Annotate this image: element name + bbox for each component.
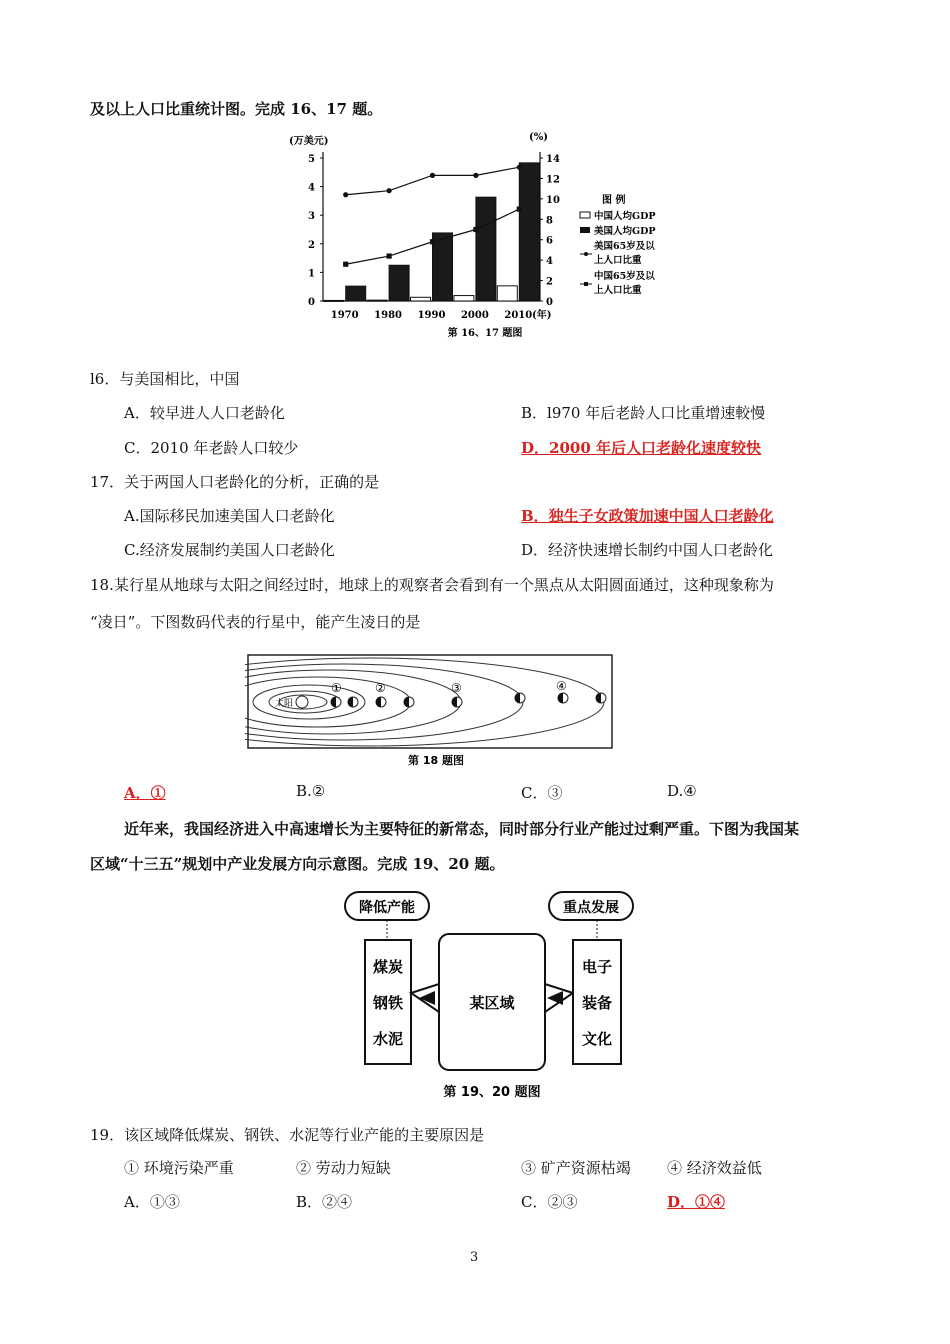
legend-usa-aging-2: 上人口比重 (594, 255, 642, 266)
y-right-tick-label: 12 (546, 174, 560, 186)
legend-china-gdp: 中国人均GDP (594, 211, 656, 222)
legend-point-china-aging (584, 282, 588, 286)
left-item-2: 钢铁 (372, 994, 404, 1012)
q19-option-d-answer: D．①④ (667, 1193, 726, 1211)
bar-china-gdp (324, 300, 344, 301)
y-right-label: (%) (529, 132, 548, 143)
x-tick-label: 2010 (504, 310, 533, 321)
page-number: 3 (470, 1250, 479, 1265)
legend-usa-aging-1: 美国65岁及以 (594, 241, 655, 252)
x-tick-label: 1980 (374, 310, 403, 321)
y-left-tick-label: 0 (308, 297, 315, 308)
y-left-tick-label: 2 (308, 239, 315, 251)
q18-stem-line2: “凌日”。下图数码代表的行星中，能产生凌日的是 (90, 613, 421, 631)
q18-option-b: B.② (296, 782, 326, 800)
bar-china-gdp (497, 286, 517, 301)
right-item-1: 电子 (581, 958, 613, 976)
left-title: 降低产能 (359, 900, 415, 916)
q17-stem: 17．关于两国人口老龄化的分析，正确的是 (90, 473, 380, 491)
left-item-1: 煤炭 (372, 958, 404, 976)
y-right-tick-label: 4 (546, 256, 553, 268)
point-usa-aging (387, 188, 392, 193)
point-china-aging (473, 227, 478, 232)
right-item-3: 文化 (581, 1030, 613, 1048)
legend-point-usa-aging (584, 252, 588, 256)
point-china-aging (430, 239, 435, 244)
bar-usa-gdp (389, 265, 409, 301)
fig19-caption: 第 19、20 题图 (443, 1085, 541, 1100)
legend-usa-gdp: 美国人均GDP (594, 226, 656, 237)
y-left-tick-label: 1 (308, 268, 315, 280)
chart-caption: 第 16、17 题图 (447, 328, 523, 339)
x-tick-label: 1990 (417, 310, 446, 321)
legend-china-aging-2: 上人口比重 (594, 285, 642, 296)
marker-2: ② (375, 681, 386, 695)
bar-usa-gdp (346, 286, 366, 301)
para19-line1: 近年来，我国经济进入中高速增长为主要特征的新常态，同时部分行业产能过过剩严重。下图为我国某 (124, 820, 800, 838)
point-usa-aging (430, 173, 435, 178)
bar-usa-gdp (476, 197, 496, 301)
point-china-aging (387, 253, 392, 258)
q17-option-d: D．经济快速增长制约中国人口老龄化 (521, 541, 774, 559)
industry-figure (335, 888, 655, 1108)
center-label: 某区域 (469, 994, 515, 1012)
q17-option-b-answer: B．独生子女政策加速中国人口老龄化 (521, 507, 774, 525)
gdp-aging-chart (285, 128, 685, 343)
sun-label: 太阳 (275, 699, 294, 709)
q16-option-b: B．l970 年后老龄人口比重增速較慢 (521, 404, 766, 422)
q19-choice-4: ④ 经济效益低 (667, 1159, 762, 1177)
q19-option-c: C．②③ (521, 1193, 578, 1211)
right-item-2: 装备 (581, 994, 613, 1012)
y-right-tick-label: 2 (546, 276, 553, 288)
point-usa-aging (517, 165, 522, 170)
y-right-tick-label: 8 (546, 215, 553, 227)
q19-choice-2: ② 劳动力短缺 (296, 1159, 391, 1177)
y-right-tick-label: 6 (546, 235, 553, 247)
q17-option-a: A.国际移民加速美国人口老龄化 (124, 507, 335, 525)
q19-option-b: B．②④ (296, 1193, 353, 1211)
para19-line2: 区域“十三五”规划中产业发展方向示意图。完成 19、20 题。 (90, 855, 505, 873)
legend-china-aging-1: 中国65岁及以 (594, 271, 655, 282)
q19-stem: 19．该区域降低煤炭、钢铁、水泥等行业产能的主要原因是 (90, 1126, 485, 1144)
q19-choice-1: ① 环境污染严重 (124, 1159, 234, 1177)
q18-stem-line1: 18.某行星从地球与太阳之间经过时，地球上的观察者会看到有一个黑点从太阳圆面通过，这种现象称为 (90, 576, 774, 594)
right-title: 重点发展 (563, 900, 619, 916)
y-left-tick-label: 4 (308, 182, 315, 194)
y-left-tick-label: 3 (308, 211, 315, 223)
line-usa-aging (346, 167, 520, 195)
y-left-label: (万美元) (289, 136, 329, 147)
q18-option-c: C．③ (521, 784, 563, 802)
bar-usa-gdp (433, 233, 453, 301)
y-right-tick-label: 10 (546, 194, 560, 206)
q16-option-a: A．较早进人人口老龄化 (124, 404, 285, 422)
x-unit-label: (年) (532, 310, 552, 321)
q16-option-d-answer: D．2000 年后人口老龄化速度较快 (521, 439, 761, 457)
x-tick-label: 2000 (460, 310, 489, 321)
legend-swatch-usa-gdp (580, 227, 590, 233)
q17-option-c: C.经济发展制约美国人口老龄化 (124, 541, 335, 559)
intro-line: 及以上人口比重统计图。完成 16、17 题。 (90, 100, 383, 118)
point-china-aging (517, 206, 522, 211)
bar-china-gdp (454, 296, 474, 301)
sun-circle (296, 696, 308, 708)
y-left-tick-label: 5 (308, 154, 315, 165)
x-tick-label: 1970 (330, 310, 359, 321)
legend-swatch-china-gdp (580, 212, 590, 218)
marker-3: ③ (451, 681, 462, 695)
bar-china-gdp (367, 300, 387, 301)
marker-4: ④ (556, 679, 567, 693)
q18-option-d: D.④ (667, 782, 697, 800)
legend-title: 图 例 (602, 195, 626, 206)
q16-stem: l6．与美国相比，中国 (90, 370, 240, 388)
orbit-figure (245, 652, 615, 772)
q19-option-a: A．①③ (124, 1193, 180, 1211)
point-usa-aging (473, 173, 478, 178)
bar-china-gdp (411, 297, 431, 301)
bar-usa-gdp (519, 163, 539, 301)
fig18-caption: 第 18 题图 (408, 754, 464, 767)
q18-option-a-answer: A．① (124, 784, 166, 802)
marker-1: ① (331, 681, 342, 695)
y-right-tick-label: 0 (546, 297, 553, 308)
q16-option-c: C．2010 年老龄人口较少 (124, 439, 299, 457)
q19-choice-3: ③ 矿产资源枯竭 (521, 1159, 631, 1177)
left-item-3: 水泥 (372, 1030, 404, 1048)
y-right-tick-label: 14 (546, 154, 560, 165)
point-usa-aging (343, 192, 348, 197)
point-china-aging (343, 262, 348, 267)
